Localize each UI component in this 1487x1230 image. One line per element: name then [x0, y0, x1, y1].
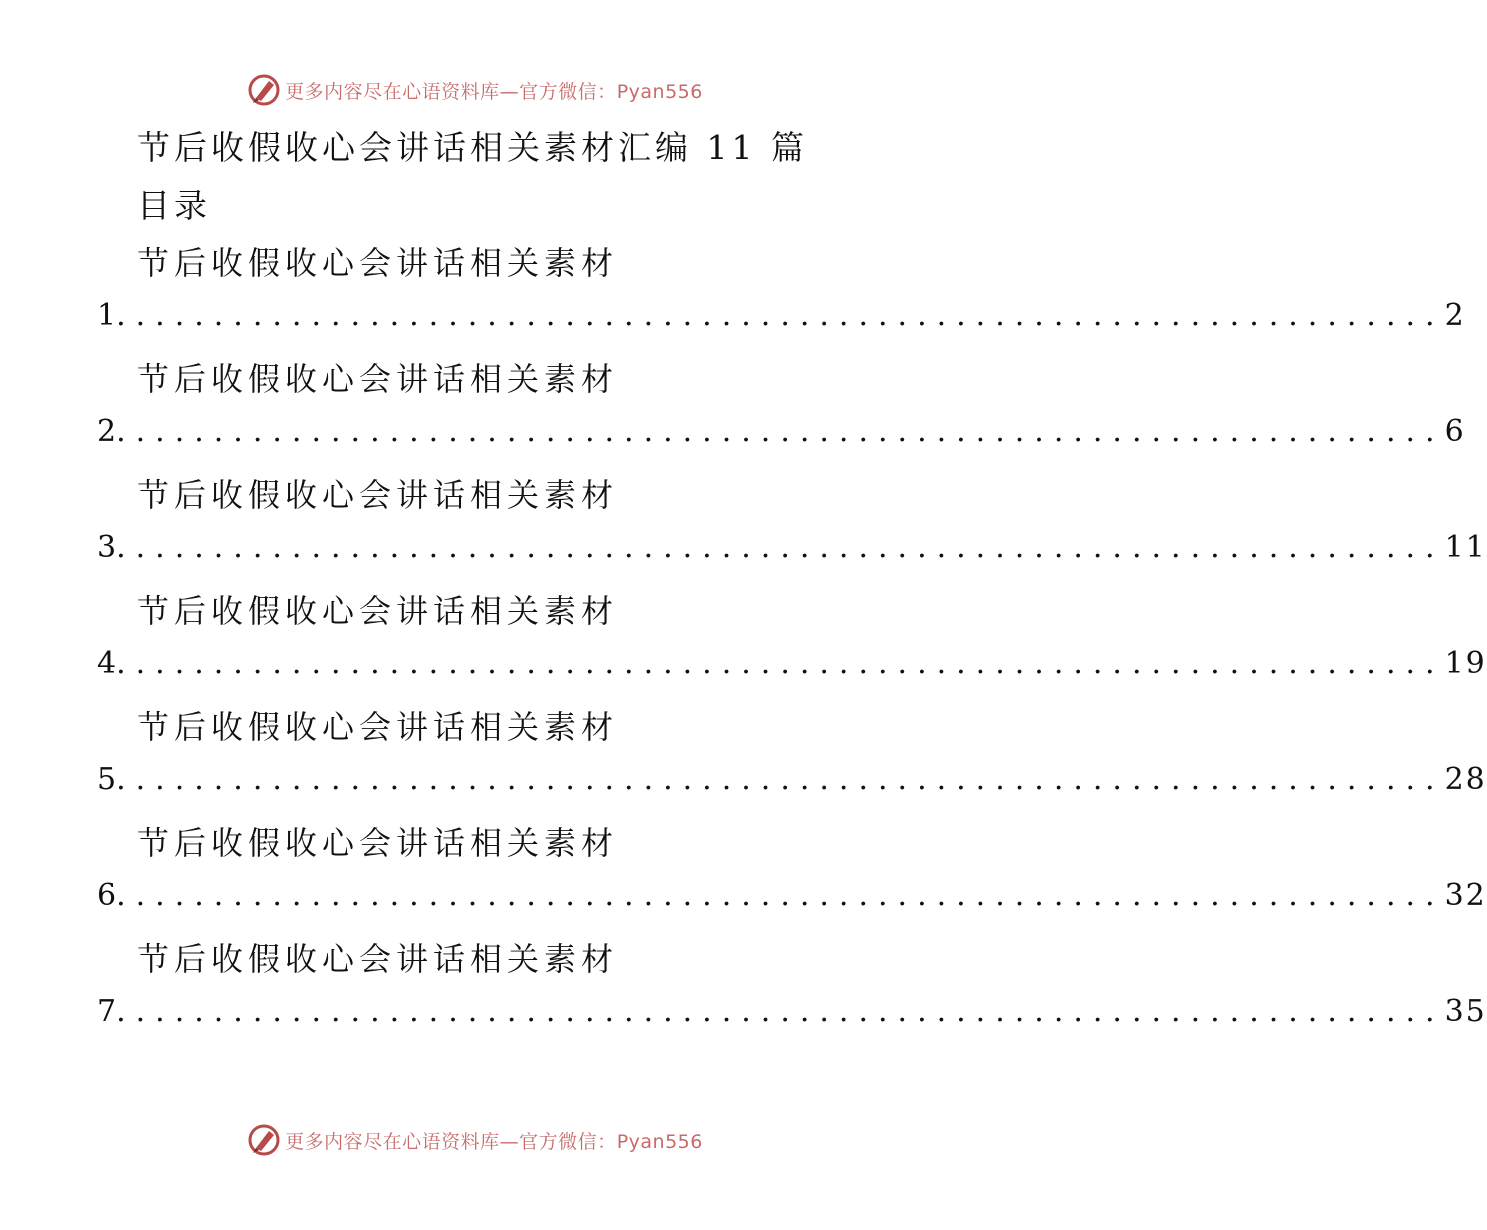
toc-entry-title: 节后收假收心会讲话相关素材 — [137, 940, 619, 978]
toc-entry-6[interactable] — [0, 818, 1487, 934]
pen-logo-icon — [247, 1123, 281, 1157]
footer-watermark — [0, 1120, 950, 1160]
dot-leader: .................................................................... — [116, 994, 1445, 1029]
toc-entry-number: 1 — [97, 298, 117, 333]
toc-entry-page: 2 — [1444, 298, 1466, 333]
toc-entry-leader-line — [97, 994, 1487, 1034]
toc-entry-3[interactable] — [0, 470, 1487, 586]
dot-leader: .................................................................... — [116, 530, 1445, 565]
watermark-wechat-label: 官方微信： — [519, 1130, 617, 1153]
toc-entry-number: 6 — [97, 878, 117, 913]
toc-entry-2[interactable] — [0, 354, 1466, 470]
document-title: 节后收假收心会讲话相关素材汇编 11 篇 — [137, 128, 808, 167]
toc-entry-number: 3 — [97, 530, 117, 565]
toc-entry-leader-line — [97, 298, 1466, 338]
dot-leader: .................................................................... — [116, 762, 1445, 797]
toc-entry-title: 节后收假收心会讲话相关素材 — [137, 824, 619, 862]
toc-entry-leader-line — [97, 414, 1466, 454]
toc-entry-number: 5 — [97, 762, 117, 797]
toc-entry-4[interactable] — [0, 586, 1487, 702]
watermark-main: 更多内容尽在心语资料库 — [285, 80, 500, 103]
watermark-wechat-id: Pyan556 — [616, 1130, 703, 1153]
toc-entry-title: 节后收假收心会讲话相关素材 — [137, 360, 619, 398]
toc-entry-title: 节后收假收心会讲话相关素材 — [137, 244, 619, 282]
toc-entry-page: 6 — [1444, 414, 1466, 449]
toc-entry-number: 4 — [97, 646, 117, 681]
toc-entry-leader-line — [97, 762, 1487, 802]
watermark-text — [285, 77, 703, 104]
toc-entry-page: 28 — [1444, 762, 1487, 797]
toc-entry-page: 35 — [1444, 994, 1487, 1029]
toc-entry-5[interactable] — [0, 702, 1487, 818]
toc-entry-page: 19 — [1444, 646, 1487, 681]
pen-logo-icon — [247, 73, 281, 107]
toc-entry-leader-line — [97, 530, 1487, 570]
dot-leader: .................................................................... — [116, 298, 1445, 333]
toc-entry-page: 11 — [1444, 530, 1487, 565]
toc-heading: 目录 — [137, 186, 211, 225]
toc-entry-1[interactable] — [0, 238, 1466, 354]
watermark-separator: — — [499, 80, 520, 103]
header-watermark — [0, 70, 950, 110]
table-of-contents — [0, 238, 1487, 1050]
watermark-separator: — — [499, 1130, 520, 1153]
watermark-wechat-id: Pyan556 — [616, 80, 703, 103]
toc-entry-page: 32 — [1444, 878, 1487, 913]
toc-entry-number: 2 — [97, 414, 117, 449]
toc-entry-title: 节后收假收心会讲话相关素材 — [137, 708, 619, 746]
toc-entry-title: 节后收假收心会讲话相关素材 — [137, 592, 619, 630]
watermark-wechat-label: 官方微信： — [519, 80, 617, 103]
toc-entry-number: 7 — [97, 994, 117, 1029]
dot-leader: .................................................................... — [116, 878, 1445, 913]
dot-leader: .................................................................... — [116, 414, 1445, 449]
toc-entry-leader-line — [97, 878, 1487, 918]
toc-entry-title: 节后收假收心会讲话相关素材 — [137, 476, 619, 514]
toc-entry-7[interactable] — [0, 934, 1487, 1050]
toc-entry-leader-line — [97, 646, 1487, 686]
watermark-main: 更多内容尽在心语资料库 — [285, 1130, 500, 1153]
dot-leader: .................................................................... — [116, 646, 1445, 681]
watermark-text — [285, 1127, 703, 1154]
